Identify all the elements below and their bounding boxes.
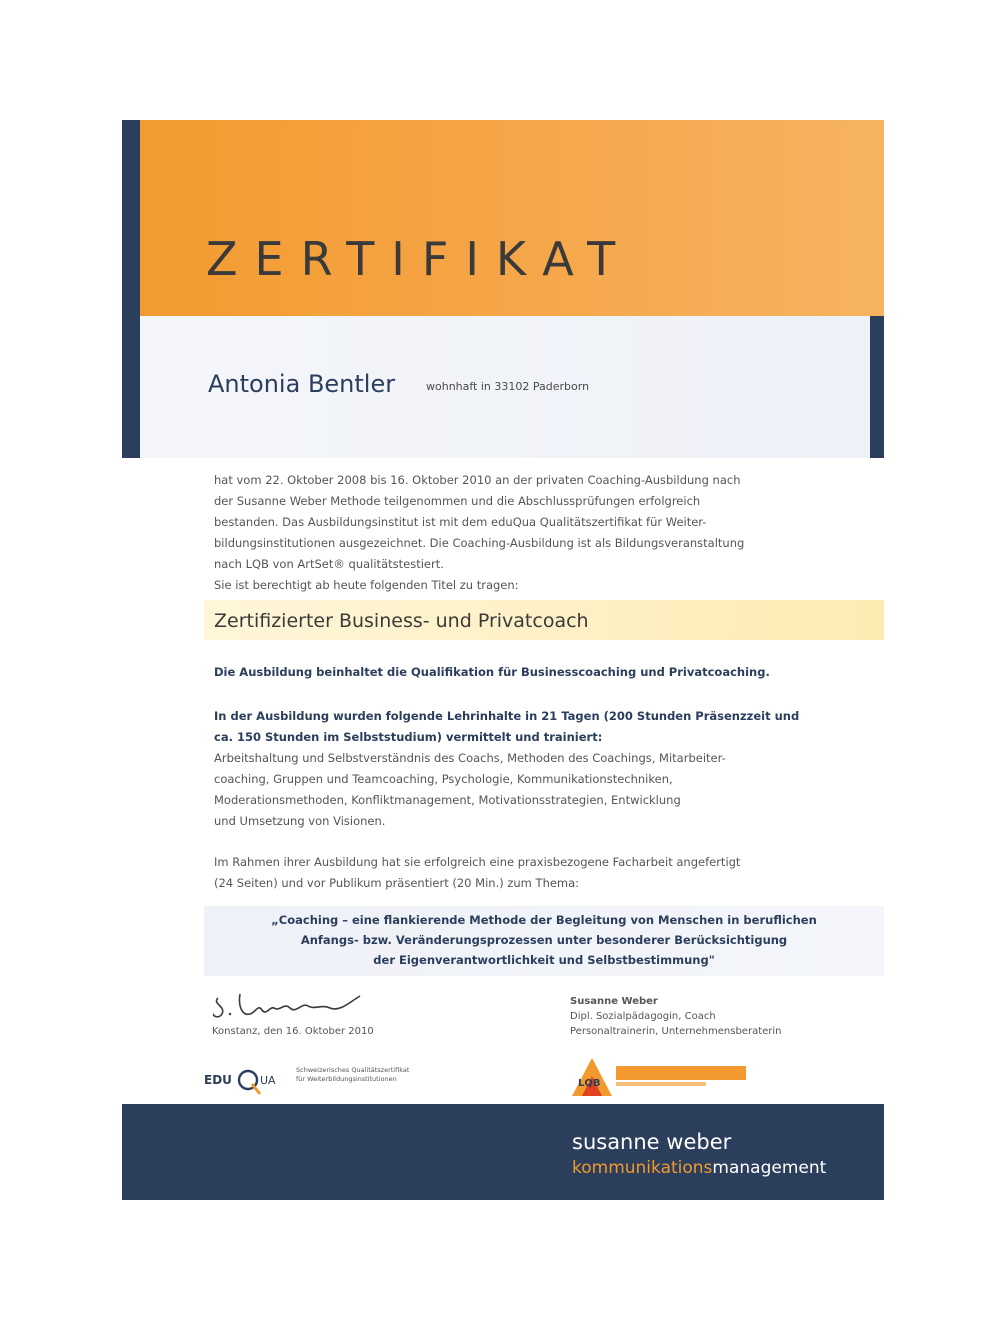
recipient-right-navy-bar (870, 316, 884, 458)
intro-paragraph (214, 470, 854, 596)
lqb-quality-logo (570, 1056, 750, 1098)
intro-line: der Susanne Weber Methode teilgenommen und die Abschlussprüfungen erfolgreich (214, 494, 701, 508)
content-line: coaching, Gruppen und Teamcoaching, Psychologie, Kommunikationstechniken, (214, 772, 673, 786)
thesis-line: Anfangs- bzw. Veränderungsprozessen unter besonderer Berücksichtigung (300, 933, 788, 947)
signature-place-date: Konstanz, den 16. Oktober 2010 (212, 1026, 374, 1037)
content-line: Arbeitshaltung und Selbstverständnis des Coachs, Methoden des Coachings, Mitarbeiter- (214, 751, 726, 765)
eduqua-caption-line: für Weiterbildungsinstitutionen (296, 1075, 397, 1083)
intro-line: hat vom 22. Oktober 2008 bis 16. Oktober 2010 an der privaten Coaching-Ausbildung nach (214, 473, 741, 487)
eduqua-caption (296, 1066, 409, 1084)
content-intro-line: In der Ausbildung wurden folgende Lehrinhalte in 21 Tagen (200 Stunden Präsenzzeit und (214, 709, 800, 723)
brand-subtitle-plain: management (712, 1158, 827, 1178)
thesis-intro-paragraph (214, 852, 854, 894)
eduqua-caption-line: Schweizerisches Qualitätszertifikat (296, 1066, 410, 1074)
eduqua-word-right: UA (260, 1074, 276, 1087)
eduqua-logo (204, 1062, 294, 1098)
qualification-statement: Die Ausbildung beinhaltet die Qualifikation für Businesscoaching und Privatcoaching. (214, 665, 770, 679)
handwritten-signature (210, 984, 390, 1024)
content-line: und Umsetzung von Visionen. (214, 814, 386, 828)
thesis-intro-line: (24 Seiten) und vor Publikum präsentiert (20 Min.) zum Thema: (214, 876, 580, 890)
signer-title-line: Personaltrainerin, Unternehmensberaterin (570, 1026, 782, 1037)
intro-line: Sie ist berechtigt ab heute folgenden Titel zu tragen: (214, 578, 519, 592)
eduqua-word-left: EDU (204, 1073, 232, 1087)
signer-block (570, 994, 782, 1039)
intro-line: nach LQB von ArtSet® qualitätstestiert. (214, 557, 444, 571)
intro-line: bestanden. Das Ausbildungsinstitut ist mit dem eduQua Qualitätszertifikat für Weiter- (214, 515, 707, 529)
brand-subtitle-accent: kommunikations (572, 1158, 713, 1178)
signer-title-line: Dipl. Sozialpädagogin, Coach (570, 1011, 716, 1022)
thesis-line: „Coaching – eine flankierende Methode der Begleitung von Menschen in beruflichen (271, 913, 817, 927)
brand-name: susanne weber (572, 1130, 732, 1154)
thesis-intro-line: Im Rahmen ihrer Ausbildung hat sie erfolgreich eine praxisbezogene Facharbeit angefertigt (214, 855, 741, 869)
recipient-residence: wohnhaft in 33102 Paderborn (426, 380, 590, 393)
footer-navy-band (122, 1104, 884, 1200)
awarded-title: Zertifizierter Business- und Privatcoach (214, 610, 589, 632)
content-intro-paragraph (214, 706, 854, 748)
signer-name: Susanne Weber (570, 996, 658, 1007)
intro-line: bildungsinstitutionen ausgezeichnet. Die Coaching-Ausbildung ist als Bildungsveranstaltung (214, 536, 745, 550)
lqb-mark: LQB (578, 1078, 601, 1089)
content-line: Moderationsmethoden, Konfliktmanagement, Motivationsstrategien, Entwicklung (214, 793, 681, 807)
certificate-title: ZERTIFIKAT (206, 232, 633, 286)
header-left-navy-bar (122, 120, 140, 458)
header-orange-band (122, 120, 884, 316)
recipient-name: Antonia Bentler (208, 370, 396, 398)
brand-subtitle (572, 1158, 826, 1178)
content-intro-line: ca. 150 Stunden im Selbststudium) vermittelt und trainiert: (214, 730, 603, 744)
thesis-title (204, 910, 884, 970)
content-list-paragraph (214, 748, 854, 832)
thesis-line: der Eigenverantwortlichkeit und Selbstbestimmung" (373, 953, 715, 967)
